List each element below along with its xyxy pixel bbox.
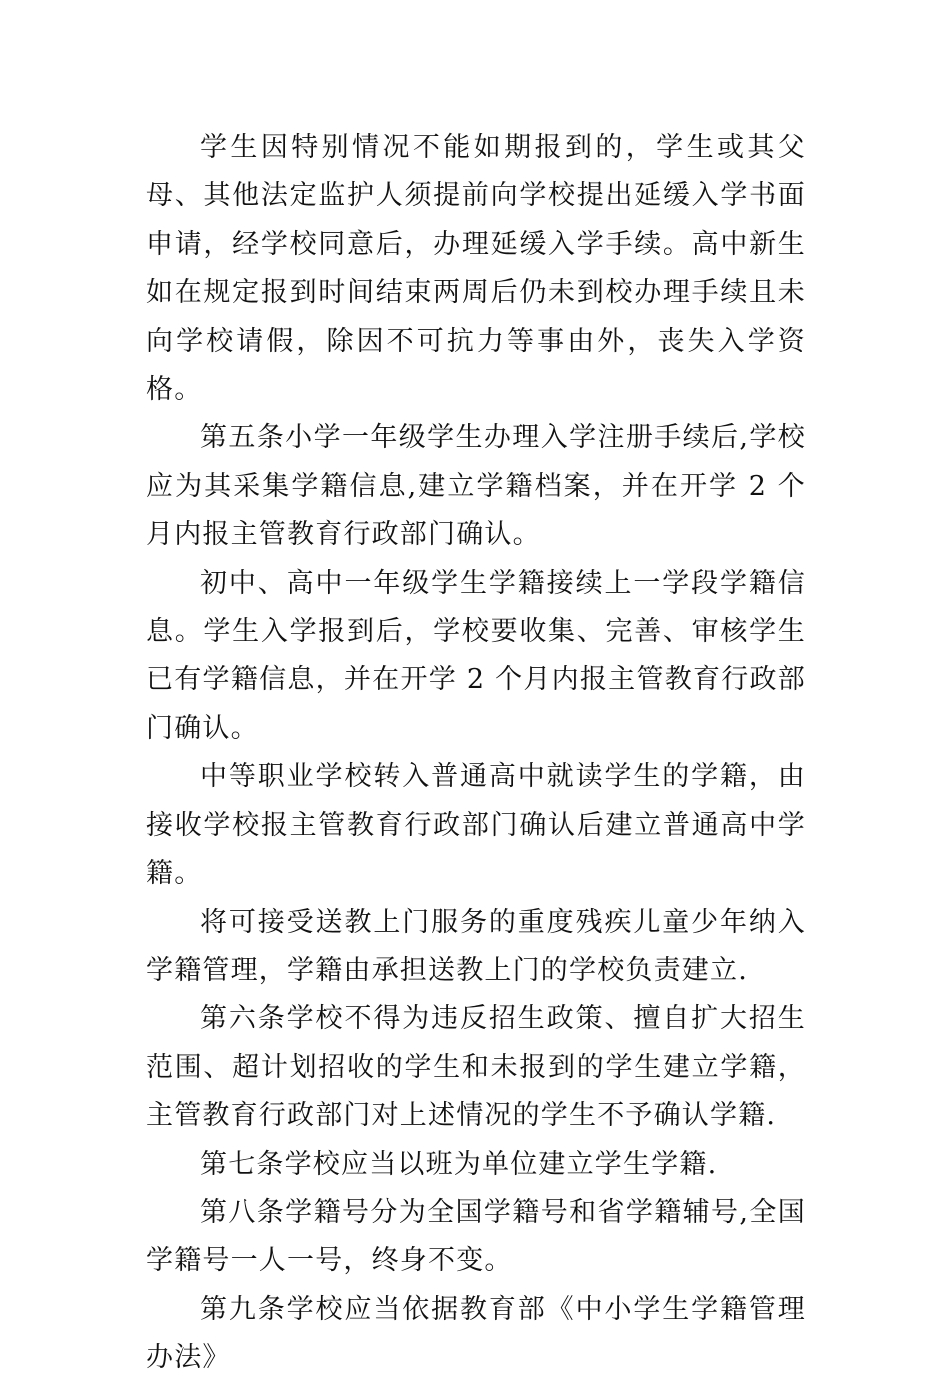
paragraph-article-9: 第九条学校应当依据教育部《中小学生学籍管理办法》 bbox=[146, 1293, 806, 1374]
paragraph-junior-senior-enrollment: 初中、高中一年级学生学籍接续上一学段学籍信息。学生入学报到后，学校要收集、完善、审核学生已有学籍信息，并在开学 2 个月内报主管教育行政部门确认。 bbox=[146, 567, 806, 744]
document-body bbox=[146, 124, 806, 1383]
paragraph-home-education: 将可接受送教上门服务的重度残疾儿童少年纳入学籍管理，学籍由承担送教上门的学校负责建立. bbox=[146, 906, 806, 986]
paragraph-vocational-transfer: 中等职业学校转入普通高中就读学生的学籍，由接收学校报主管教育行政部门确认后建立普通高中学籍。 bbox=[146, 761, 806, 890]
paragraph-article-7: 第七条学校应当以班为单位建立学生学籍. bbox=[200, 1148, 718, 1180]
paragraph-article-5: 第五条小学一年级学生办理入学注册手续后,学校应为其采集学籍信息,建立学籍档案，并在开学 2 个月内报主管教育行政部门确认。 bbox=[146, 422, 806, 551]
paragraph-article-6: 第六条学校不得为违反招生政策、擅自扩大招生范围、超计划招收的学生和未报到的学生建立学籍，主管教育行政部门对上述情况的学生不予确认学籍. bbox=[146, 1003, 806, 1132]
paragraph-article-8: 第八条学籍号分为全国学籍号和省学籍辅号,全国学籍号一人一号，终身不变。 bbox=[146, 1196, 806, 1277]
paragraph-deferred-enrollment: 学生因特别情况不能如期报到的，学生或其父母、其他法定监护人须提前向学校提出延缓入学书面申请，经学校同意后，办理延缓入学手续。高中新生如在规定报到时间结束两周后仍未到校办理手续且未向学校请假，除因不可抗力等事由外，丧失入学资格。 bbox=[146, 132, 806, 406]
